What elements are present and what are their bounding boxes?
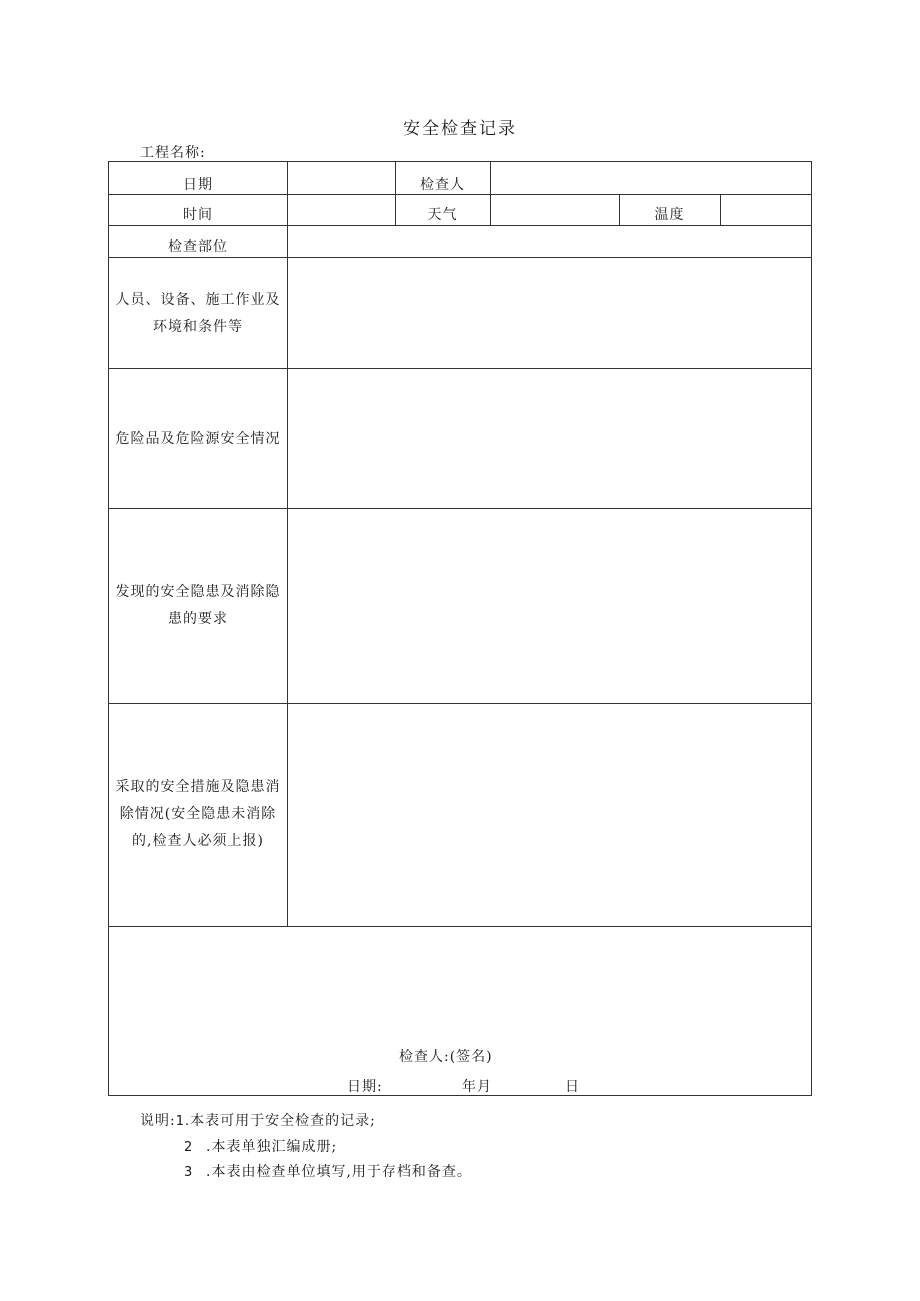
time-label: 时间 [183, 206, 213, 223]
location-label: 检查部位 [168, 239, 228, 255]
note-number: 2 [184, 1140, 194, 1155]
note-text: .本表单独汇编成册; [206, 1139, 338, 1155]
note-number: 3 [184, 1165, 194, 1180]
personnel-label-line: 人员、设备、施工作业及 [115, 291, 281, 308]
signature-day: 日 [565, 1079, 580, 1095]
note-line-1 [140, 1110, 376, 1130]
signature-date-label: 日期: [347, 1079, 383, 1095]
notes-prefix: 说明: [140, 1113, 176, 1129]
hazard-label: 危险品及危险源安全情况 [115, 431, 281, 447]
note-text: 本表可用于安全检查的记录; [190, 1113, 376, 1129]
found-hazards-label [109, 508, 287, 703]
date-input-cell[interactable] [287, 162, 395, 194]
row-divider [109, 926, 811, 927]
note-line-2 [184, 1136, 337, 1156]
weather-input-cell[interactable] [490, 194, 619, 225]
temperature-label: 温度 [654, 206, 685, 223]
note-text: .本表由检查单位填写,用于存档和备查。 [206, 1164, 472, 1180]
signature-year-month: 年月 [462, 1079, 492, 1095]
measures-content-cell[interactable] [287, 703, 811, 926]
inspection-form [108, 161, 812, 1096]
measures-label-line: 除情况(安全隐患未消除 [119, 806, 277, 822]
note-line-3 [184, 1161, 472, 1181]
measures-label [109, 703, 287, 926]
time-input-cell[interactable] [287, 194, 395, 225]
measures-label-line: 采取的安全措施及隐患消 [115, 779, 281, 795]
found-hazards-label-line: 患的要求 [168, 610, 228, 627]
date-label: 日期 [183, 176, 213, 193]
hazard-content-cell[interactable] [287, 368, 811, 508]
measures-label-line: 的,检查人必须上报) [132, 833, 264, 849]
personnel-content-cell[interactable] [287, 257, 811, 368]
temperature-input-cell[interactable] [720, 194, 811, 225]
personnel-label [109, 258, 287, 369]
inspector-label: 检查人 [420, 176, 465, 193]
location-input-cell[interactable] [287, 225, 811, 257]
page-title: 安全检查记录 [403, 119, 517, 139]
note-number: 1. [175, 1114, 191, 1129]
personnel-label-line: 环境和条件等 [153, 318, 243, 335]
signature-label: 检查人:(签名) [399, 1049, 493, 1065]
project-name-label: 工程名称: [140, 145, 206, 161]
weather-label: 天气 [427, 206, 458, 223]
found-hazards-content-cell[interactable] [287, 508, 811, 703]
inspector-input-cell[interactable] [490, 162, 811, 194]
found-hazards-label-line: 发现的安全隐患及消除隐 [115, 583, 281, 600]
